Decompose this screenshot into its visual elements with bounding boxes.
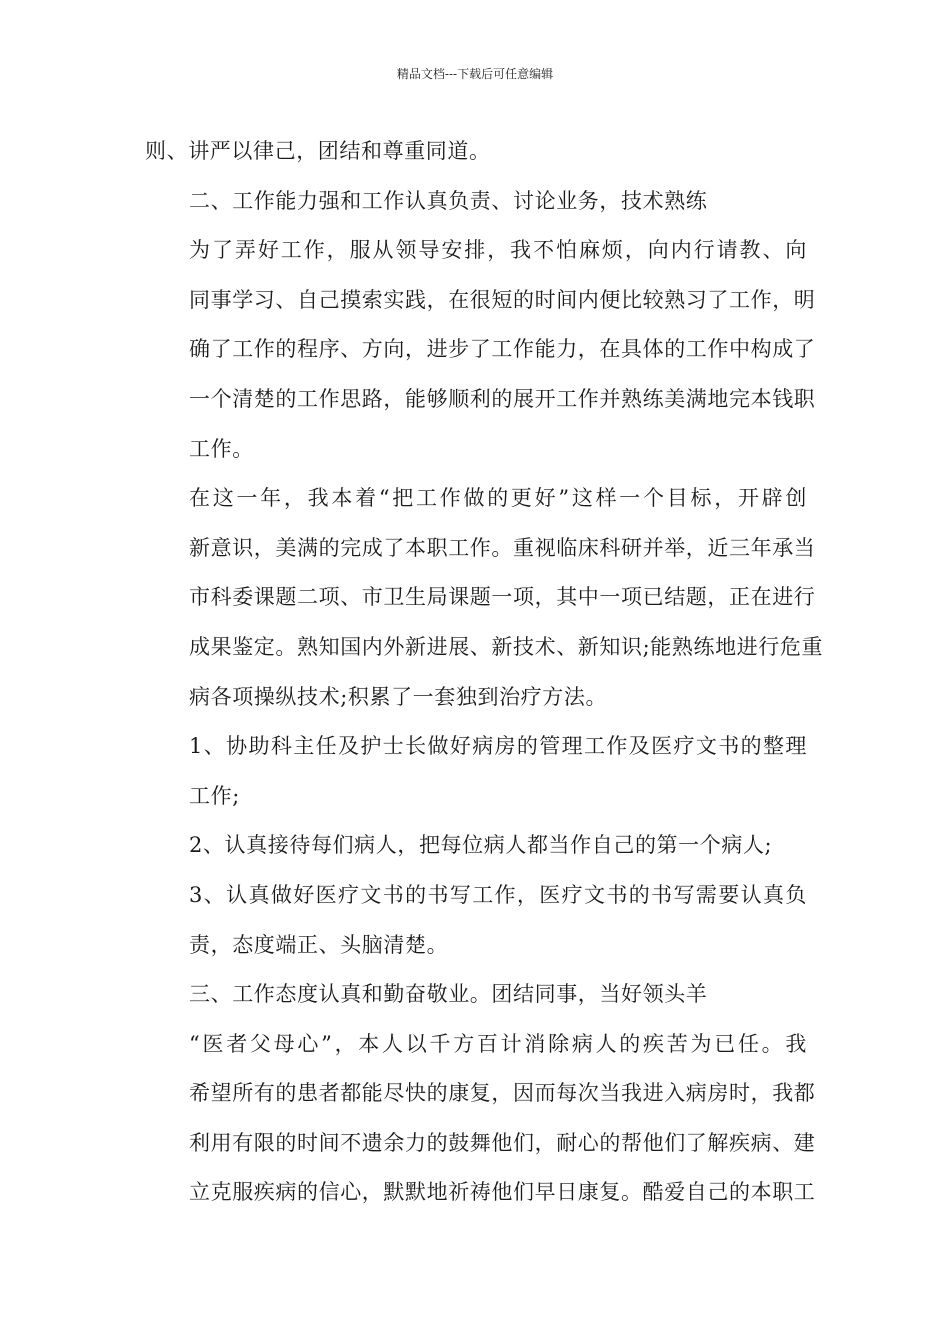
text-line: 则、讲严以律己，团结和尊重同道。 [145, 139, 491, 163]
text-line: 二、工作能力强和工作认真负责、讨论业务，技术熟练 [189, 188, 708, 213]
text-line: 工作; [189, 783, 240, 808]
document-body [145, 127, 824, 1218]
text-line: 三、工作态度认真和勤奋敬业。团结同事，当好领头羊 [189, 982, 708, 1007]
text-line: 希望所有的患者都能尽快的康复，因而每次当我进入病房时，我都 [189, 1081, 816, 1106]
text-line: 3、认真做好医疗文书的书写工作，医疗文书的书写需要认真负 [189, 882, 807, 907]
list-item [145, 722, 807, 821]
text-line: 新意识，美满的完成了本职工作。重视临床科研并举，近三年承当 [189, 535, 816, 560]
section-heading [145, 970, 807, 1020]
text-line: 责，态度端正、头脑清楚。 [189, 932, 449, 957]
list-item [145, 821, 807, 871]
text-line: 2、认真接待每们病人，把每位病人都当作自己的第一个病人; [189, 833, 773, 858]
text-line: 同事学习、自己摸索实践，在很短的时间内便比较熟习了工作，明 [189, 287, 816, 312]
paragraph [145, 474, 824, 722]
text-line: 确了工作的程序、方向，进步了工作能力，在具体的工作中构成了 [189, 337, 816, 362]
section-heading [145, 177, 807, 227]
paragraph [145, 226, 816, 474]
paragraph [145, 1020, 816, 1218]
text-line: 一个清楚的工作思路，能够顺利的展开工作并熟练美满地完本钱职 [189, 386, 816, 411]
text-line: 为了弄好工作，服从领导安排，我不怕麻烦，向内行请教、向 [189, 238, 807, 263]
text-line: 利用有限的时间不遗余力的鼓舞他们，耐心的帮他们了解疾病、建 [189, 1130, 816, 1155]
text-line: 成果鉴定。熟知国内外新进展、新技术、新知识;能熟练地进行危重 [189, 634, 824, 659]
paragraph [145, 127, 807, 177]
page-header: 精品文档---下载后可任意编辑 [396, 67, 554, 81]
text-line: 在这一年，我本着“把工作做的更好”这样一个目标，开辟创 [189, 486, 807, 511]
text-line: 1、协助科主任及护士长做好病房的管理工作及医疗文书的整理 [189, 734, 807, 759]
text-line: 病各项操纵技术;积累了一套独到治疗方法。 [189, 684, 608, 709]
text-line: 立克服疾病的信心，默默地祈祷他们早日康复。酷爱自己的本职工 [189, 1180, 816, 1205]
text-line: 工作。 [189, 436, 254, 461]
text-line: 市科委课题二项、市卫生局课题一项，其中一项已结题，正在进行 [189, 585, 816, 610]
text-line: “医者父母心”，本人以千方百计消除病人的疾苦为已任。我 [189, 1031, 807, 1056]
list-item [145, 871, 807, 970]
